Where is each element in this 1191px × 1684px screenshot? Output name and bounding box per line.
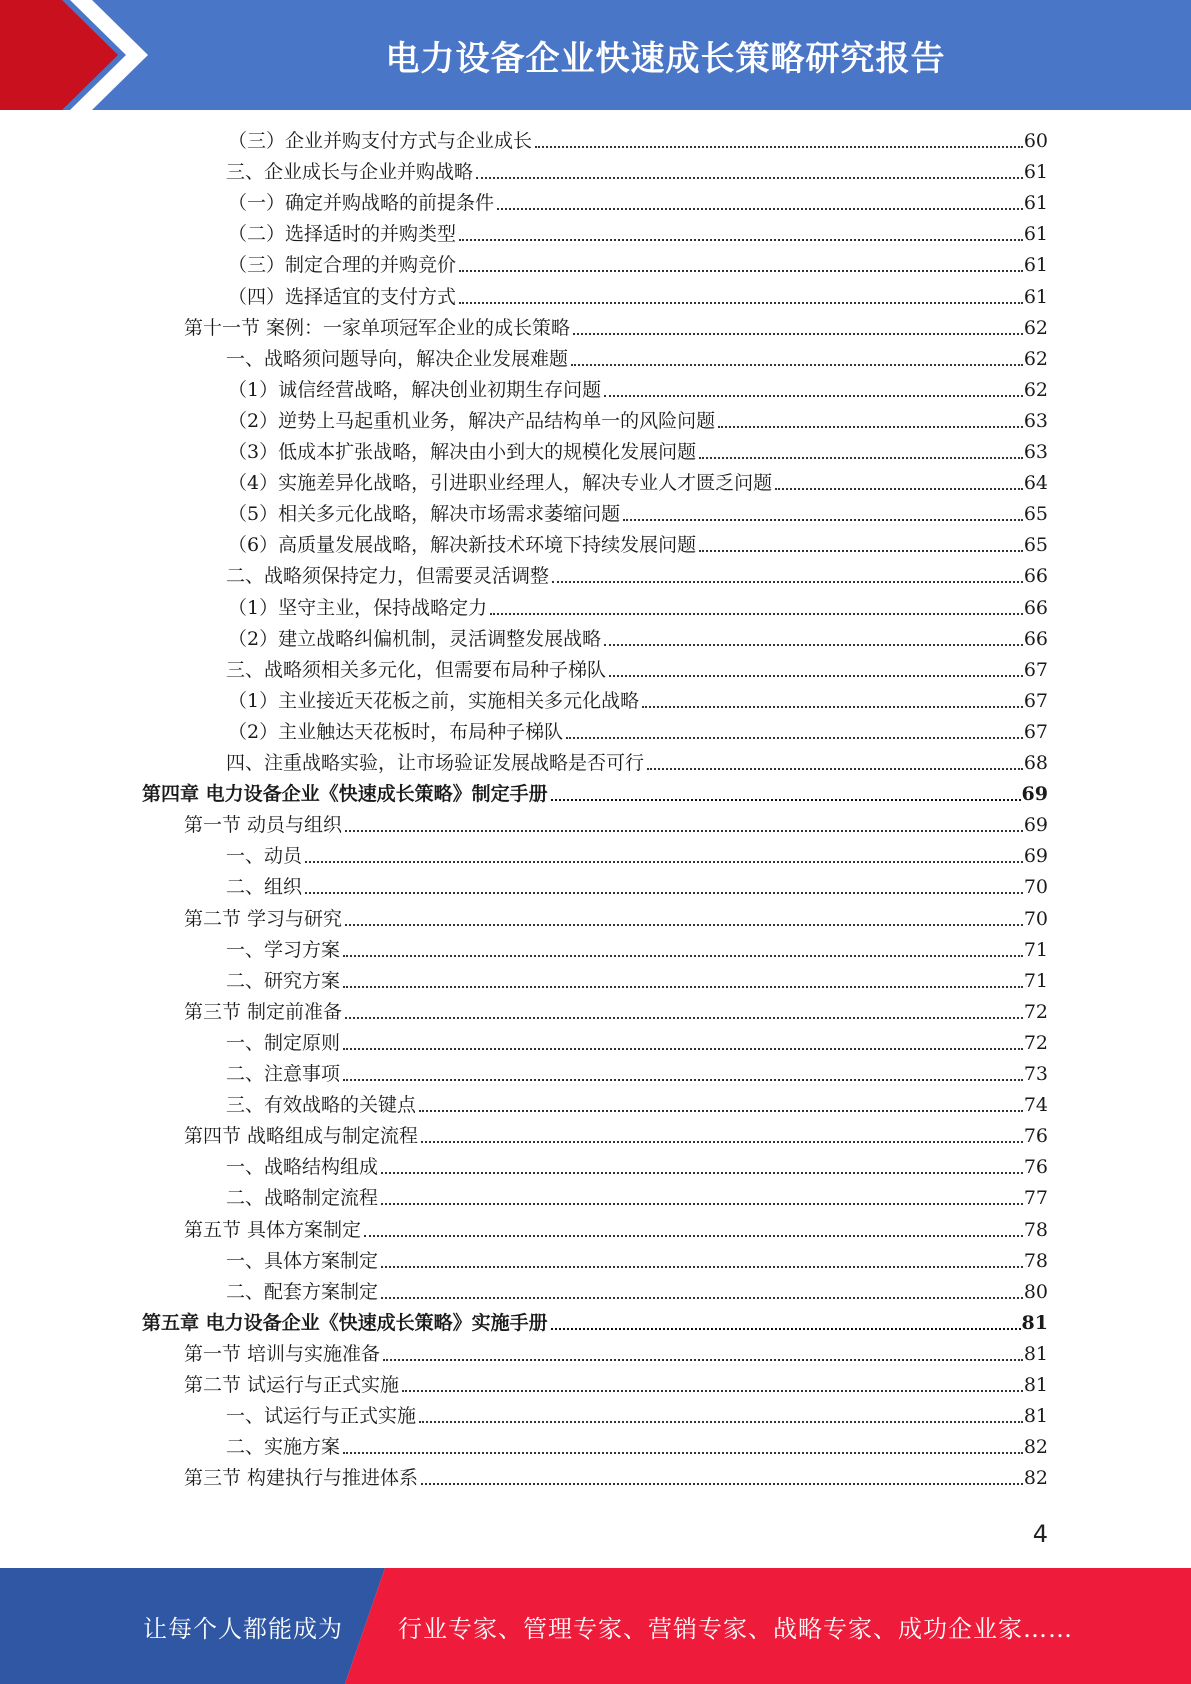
toc-leader-dots	[343, 1452, 1023, 1454]
toc-leader-dots	[381, 1203, 1023, 1205]
toc-entry-page: 62	[1023, 378, 1048, 401]
toc-entry[interactable]	[226, 345, 1048, 373]
toc-entry[interactable]	[184, 1464, 1048, 1492]
toc-leader-dots	[459, 270, 1023, 272]
toc-entry-label: （三）制定合理的并购竞价	[228, 254, 457, 277]
toc-entry[interactable]	[142, 780, 1048, 808]
toc-entry-page: 61	[1023, 223, 1048, 246]
toc-entry-page: 61	[1023, 285, 1048, 308]
toc-entry[interactable]	[226, 158, 1048, 186]
toc-entry-page: 72	[1023, 1031, 1048, 1054]
toc-entry[interactable]	[226, 967, 1048, 995]
toc-entry-page: 81	[1021, 1311, 1048, 1334]
toc-entry-label: （4）实施差异化战略，引进职业经理人，解决专业人才匮乏问题	[228, 472, 773, 495]
toc-leader-dots	[381, 1266, 1023, 1268]
toc-entry-page: 69	[1023, 814, 1048, 837]
toc-entry-page: 66	[1023, 596, 1048, 619]
toc-entry-page: 60	[1023, 130, 1048, 152]
toc-leader-dots	[642, 706, 1023, 708]
toc-entry-page: 65	[1023, 534, 1048, 557]
toc-entry[interactable]	[184, 905, 1048, 933]
toc-entry-label: 二、研究方案	[226, 969, 341, 992]
toc-entry[interactable]	[142, 1309, 1048, 1337]
toc-entry-label: 二、注意事项	[226, 1063, 341, 1085]
toc-entry[interactable]	[184, 1340, 1048, 1368]
toc-entry-label: （四）选择适宜的支付方式	[228, 285, 457, 308]
toc-entry-page: 69	[1023, 845, 1048, 868]
footer-slogan-right: 行业专家、管理专家、营销专家、战略专家、成功企业家……	[398, 1614, 1073, 1643]
toc-entry-label: 第五章 电力设备企业《快速成长策略》实施手册	[142, 1311, 548, 1334]
toc-entry[interactable]	[228, 594, 1048, 622]
toc-entry-page: 66	[1023, 565, 1048, 588]
toc-leader-dots	[459, 302, 1023, 304]
toc-entry-label: （3）低成本扩张战略，解决由小到大的规模化发展问题	[228, 441, 697, 463]
toc-leader-dots	[552, 581, 1023, 583]
toc-entry-page: 78	[1023, 1218, 1048, 1241]
toc-entry-page: 62	[1023, 316, 1048, 339]
toc-entry-page: 73	[1023, 1063, 1048, 1085]
toc-entry-label: 一、制定原则	[226, 1031, 341, 1054]
toc-entry[interactable]	[228, 531, 1048, 559]
toc-entry-page: 61	[1023, 254, 1048, 277]
toc-leader-dots	[535, 146, 1023, 148]
toc-entry-label: 第十一节 案例：一家单项冠军企业的成长策略	[184, 316, 571, 339]
toc-entry[interactable]	[226, 936, 1048, 964]
toc-entry-label: （2）主业触达天花板时，布局种子梯队	[228, 720, 564, 743]
toc-entry-page: 70	[1023, 876, 1048, 899]
toc-entry[interactable]	[228, 407, 1048, 435]
header-arrow-icon	[0, 0, 150, 110]
toc-entry[interactable]	[228, 500, 1048, 528]
toc-entry-page: 67	[1023, 658, 1048, 681]
toc-leader-dots	[421, 1141, 1023, 1143]
toc-leader-dots	[343, 955, 1023, 957]
toc-leader-dots	[381, 1172, 1023, 1174]
footer-slogan-left: 让每个人都能成为	[143, 1614, 343, 1643]
toc-entry-page: 61	[1023, 161, 1048, 184]
toc-entry-page: 69	[1021, 783, 1048, 806]
toc-entry-label: 二、组织	[226, 876, 303, 899]
toc-entry-page: 68	[1023, 752, 1048, 774]
toc-entry-page: 74	[1023, 1094, 1048, 1117]
toc-entry-page: 82	[1023, 1436, 1048, 1459]
toc-entry-page: 66	[1023, 627, 1048, 650]
toc-entry[interactable]	[184, 1216, 1048, 1244]
toc-leader-dots	[609, 675, 1023, 677]
toc-entry-page: 80	[1023, 1280, 1048, 1303]
page-header	[0, 0, 1191, 110]
toc-entry-page: 62	[1023, 347, 1048, 370]
toc-entry[interactable]	[184, 1371, 1048, 1399]
toc-entry-label: 二、实施方案	[226, 1436, 341, 1459]
toc-entry[interactable]	[228, 189, 1048, 217]
toc-entry-label: 三、有效战略的关键点	[226, 1094, 417, 1117]
toc-leader-dots	[419, 1110, 1023, 1112]
toc-entry-label: 一、动员	[226, 845, 303, 868]
toc-entry[interactable]	[226, 1278, 1048, 1306]
toc-entry-label: 二、战略须保持定力，但需要灵活调整	[226, 565, 550, 588]
toc-entry[interactable]	[228, 220, 1048, 248]
toc-entry[interactable]	[226, 1247, 1048, 1275]
toc-entry-page: 67	[1023, 689, 1048, 712]
toc-entry[interactable]	[226, 749, 1048, 777]
toc-entry-label: （2）逆势上马起重机业务，解决产品结构单一的风险问题	[228, 409, 716, 432]
toc-entry-page: 63	[1023, 441, 1048, 463]
toc-entry-label: （1）主业接近天花板之前，实施相关多元化战略	[228, 689, 640, 712]
toc-leader-dots	[305, 892, 1023, 894]
toc-entry[interactable]	[184, 1122, 1048, 1150]
toc-entry-label: 第一节 培训与实施准备	[184, 1342, 381, 1365]
toc-entry-label: 一、具体方案制定	[226, 1249, 379, 1272]
toc-entry[interactable]	[228, 625, 1048, 653]
toc-leader-dots	[718, 426, 1023, 428]
toc-entry-label: 一、试运行与正式实施	[226, 1405, 417, 1428]
toc-entry[interactable]	[226, 1060, 1048, 1088]
page-number: 4	[1032, 1520, 1048, 1548]
toc-entry[interactable]	[184, 998, 1048, 1026]
toc-entry-label: 第四节 战略组成与制定流程	[184, 1125, 419, 1148]
toc-entry-label: （一）确定并购战略的前提条件	[228, 192, 495, 215]
toc-leader-dots	[490, 613, 1023, 615]
toc-entry-page: 81	[1023, 1342, 1048, 1365]
toc-entry-label: （1）诚信经营战略，解决创业初期生存问题	[228, 378, 602, 401]
toc-entry-label: 二、配套方案制定	[226, 1280, 379, 1303]
toc-leader-dots	[345, 924, 1023, 926]
toc-entry-label: 第五节 具体方案制定	[184, 1218, 362, 1241]
toc-leader-dots	[604, 395, 1023, 397]
toc-entry[interactable]	[228, 687, 1048, 715]
toc-entry-label: 第二节 试运行与正式实施	[184, 1374, 400, 1396]
toc-entry-label: 第四章 电力设备企业《快速成长策略》制定手册	[142, 783, 548, 806]
toc-leader-dots	[647, 768, 1023, 770]
toc-entry-label: （二）选择适时的并购类型	[228, 223, 457, 246]
toc-entry[interactable]	[226, 1184, 1048, 1212]
toc-entry-page: 64	[1023, 472, 1048, 495]
toc-entry-page: 82	[1023, 1467, 1048, 1490]
toc-entry-label: 第一节 动员与组织	[184, 814, 343, 837]
toc-entry-page: 81	[1023, 1405, 1048, 1428]
toc-entry[interactable]	[184, 811, 1048, 839]
toc-entry-page: 76	[1023, 1125, 1048, 1148]
toc-entry-label: 二、战略制定流程	[226, 1187, 379, 1210]
toc-entry[interactable]	[226, 873, 1048, 901]
toc-entry[interactable]	[226, 562, 1048, 590]
toc-entry-label: （1）坚守主业，保持战略定力	[228, 596, 488, 619]
toc-entry-label: 一、战略须问题导向，解决企业发展难题	[226, 347, 569, 370]
toc-entry[interactable]	[228, 469, 1048, 497]
toc-leader-dots	[775, 488, 1023, 490]
toc-leader-dots	[402, 1390, 1023, 1392]
toc-leader-dots	[343, 986, 1023, 988]
toc-entry-label: 三、企业成长与企业并购战略	[226, 161, 474, 184]
toc-entry[interactable]	[226, 1091, 1048, 1119]
toc-entry[interactable]	[228, 283, 1048, 311]
toc-leader-dots	[419, 1421, 1023, 1423]
toc-entry[interactable]	[226, 656, 1048, 684]
toc-entry[interactable]	[226, 1029, 1048, 1057]
toc-leader-dots	[421, 1483, 1023, 1485]
toc-entry-page: 81	[1023, 1374, 1048, 1396]
toc-leader-dots	[459, 239, 1023, 241]
toc-leader-dots	[699, 550, 1023, 552]
toc-leader-dots	[345, 830, 1023, 832]
toc-entry-label: 三、战略须相关多元化，但需要布局种子梯队	[226, 658, 607, 681]
toc-leader-dots	[623, 519, 1023, 521]
toc-entry-page: 72	[1023, 1000, 1048, 1023]
toc-entry-page: 77	[1023, 1187, 1048, 1210]
toc-leader-dots	[573, 333, 1023, 335]
toc-entry-label: 四、注重战略实验，让市场验证发展战略是否可行	[226, 752, 645, 774]
toc-leader-dots	[381, 1297, 1023, 1299]
toc-entry[interactable]	[228, 438, 1048, 466]
toc-leader-dots	[343, 1048, 1023, 1050]
toc-entry-label: （6）高质量发展战略，解决新技术环境下持续发展问题	[228, 534, 697, 557]
toc-entry[interactable]	[226, 1433, 1048, 1461]
page-footer	[0, 1568, 1191, 1684]
toc-entry[interactable]	[184, 314, 1048, 342]
toc-entry[interactable]	[226, 1153, 1048, 1181]
toc-entry-page: 78	[1023, 1249, 1048, 1272]
toc-entry-page: 71	[1023, 938, 1048, 961]
toc-entry-label: （5）相关多元化战略，解决市场需求萎缩问题	[228, 503, 621, 526]
toc-leader-dots	[343, 1079, 1023, 1081]
toc-entry-page: 76	[1023, 1156, 1048, 1179]
toc-entry-page: 70	[1023, 907, 1048, 930]
toc-entry-page: 61	[1023, 192, 1048, 215]
toc-leader-dots	[551, 799, 1021, 801]
toc-entry[interactable]	[226, 1402, 1048, 1430]
toc-leader-dots	[305, 861, 1023, 863]
toc-entry-page: 65	[1023, 503, 1048, 526]
toc-entry-label: 第三节 制定前准备	[184, 1000, 343, 1023]
toc-leader-dots	[604, 644, 1023, 646]
report-title: 电力设备企业快速成长策略研究报告	[385, 38, 946, 79]
toc-leader-dots	[345, 1017, 1023, 1019]
toc-entry-page: 67	[1023, 720, 1048, 743]
toc-entry-label: 一、战略结构组成	[226, 1156, 379, 1179]
toc-entry-label: 一、学习方案	[226, 938, 341, 961]
toc-leader-dots	[497, 208, 1023, 210]
toc-entry-label: （2）建立战略纠偏机制，灵活调整发展战略	[228, 627, 602, 650]
toc-entry-page: 71	[1023, 969, 1048, 992]
toc-entry-label: 第二节 学习与研究	[184, 907, 343, 930]
toc-entry[interactable]	[228, 376, 1048, 404]
toc-leader-dots	[383, 1359, 1023, 1361]
toc-leader-dots	[551, 1328, 1021, 1330]
toc-leader-dots	[571, 364, 1023, 366]
toc-leader-dots	[476, 177, 1023, 179]
toc-leader-dots	[566, 737, 1023, 739]
toc-leader-dots	[699, 457, 1023, 459]
toc-entry-page: 63	[1023, 409, 1048, 432]
toc-entry[interactable]	[228, 251, 1048, 279]
toc-entry-label: （三）企业并购支付方式与企业成长	[228, 130, 533, 152]
toc-entry[interactable]	[228, 718, 1048, 746]
toc-entry[interactable]	[226, 842, 1048, 870]
toc-leader-dots	[364, 1235, 1023, 1237]
toc-entry-label: 第三节 构建执行与推进体系	[184, 1467, 419, 1490]
toc-entry[interactable]	[228, 127, 1048, 155]
